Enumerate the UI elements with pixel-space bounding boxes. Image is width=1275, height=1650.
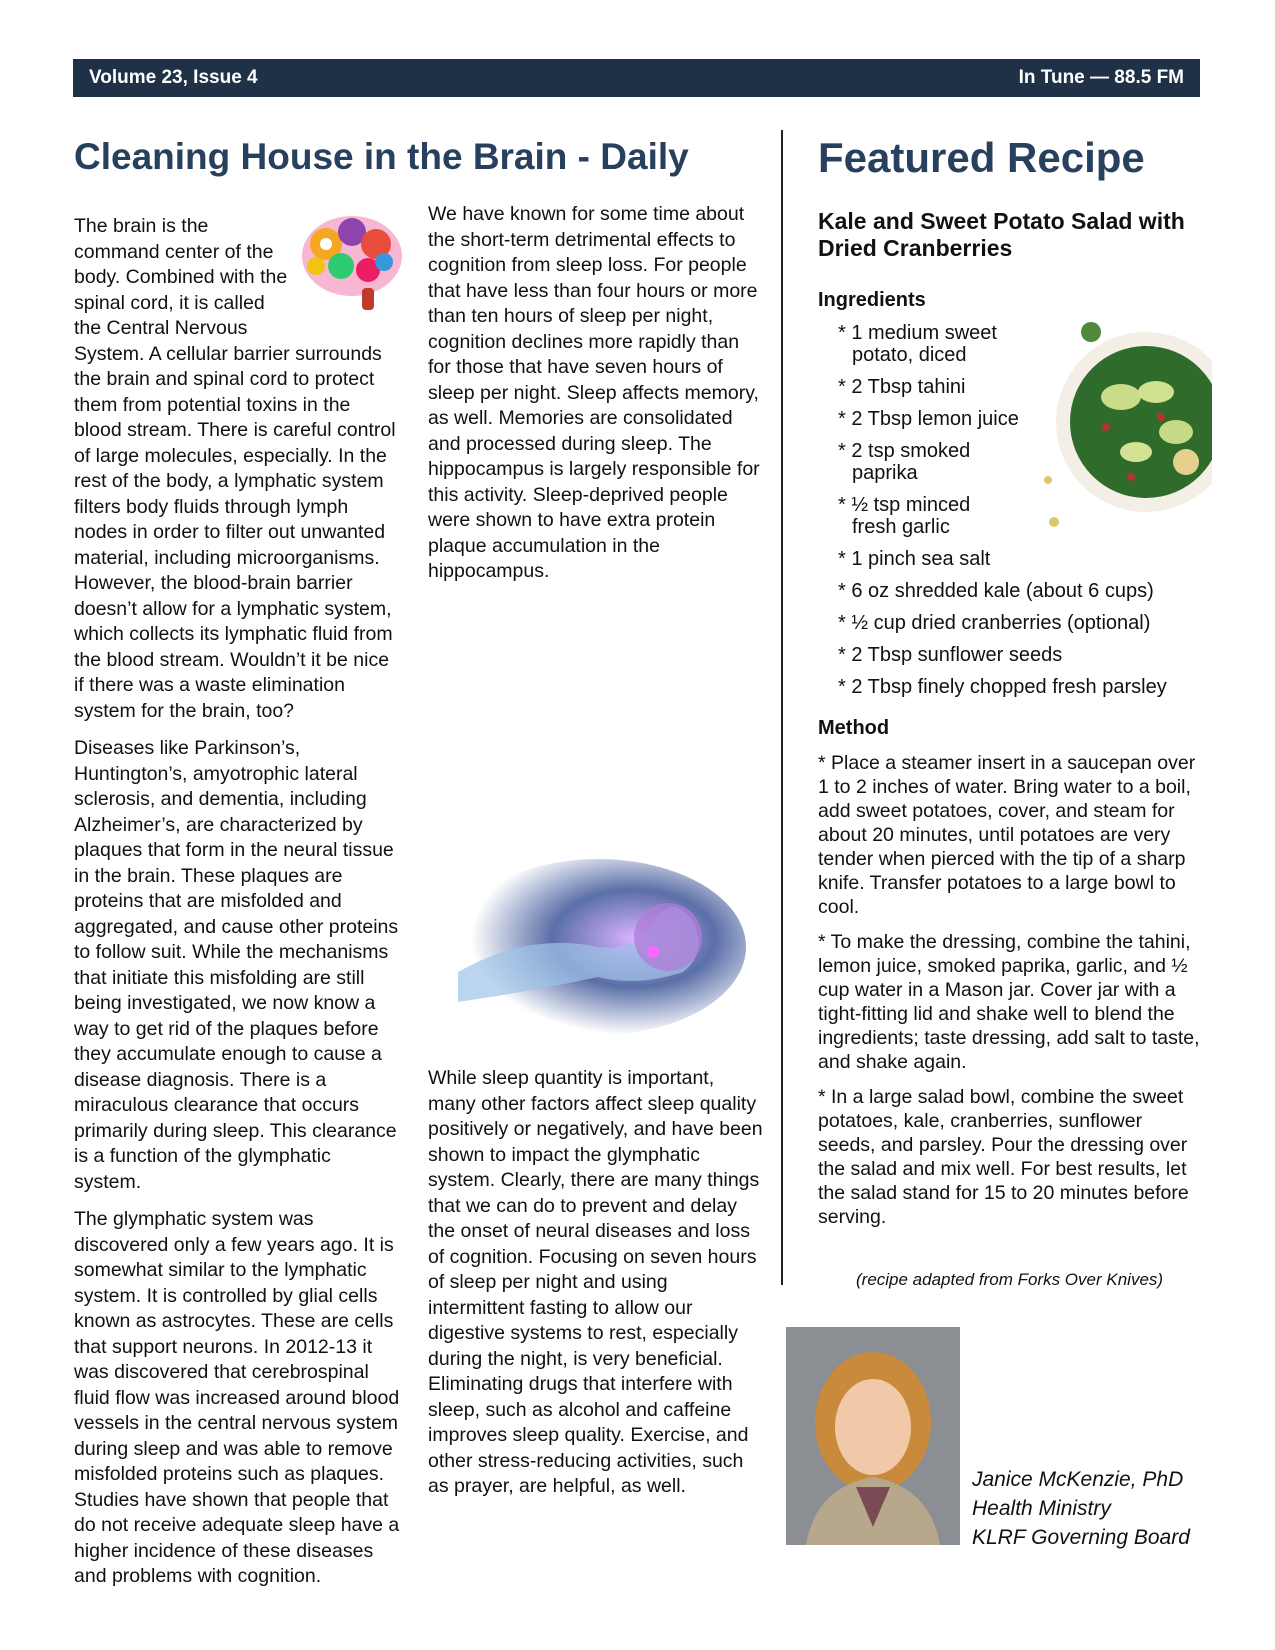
ingredients-heading: Ingredients	[818, 289, 926, 311]
author-name: Janice McKenzie, PhD	[972, 1468, 1184, 1491]
article-paragraph: While sleep quantity is important, many other factors affect sleep quality positively or negatively, and have been shown to impact the glymphatic system. Clearly, there are many things that we can do to prevent and delay the onset of neural diseases and loss of cognition. Focusing on seven hours of sleep per night and using intermittent fasting to allow our digestive systems to rest, especially during the night, is very beneficial. Eliminating drugs that interfere with sleep, such as alcohol and caffeine improves sleep quality. Exercise, and other stress-reducing activities, such as prayer, are helpful, as well.	[428, 1067, 763, 1497]
header-bar	[73, 59, 1200, 97]
author-org: KLRF Governing Board	[972, 1526, 1190, 1549]
ingredient-item: * 2 Tbsp sunflower seeds	[838, 644, 1063, 666]
article-title: Cleaning House in the Brain - Daily	[74, 136, 689, 177]
article-column-1	[74, 214, 400, 1602]
column-divider	[781, 130, 783, 1285]
ingredients-list	[818, 322, 1218, 708]
station-name: In Tune — 88.5 FM	[1018, 67, 1184, 88]
ingredient-item: * ½ tsp minced fresh garlic	[838, 494, 971, 538]
recipe-section-heading: Featured Recipe	[818, 134, 1145, 181]
ingredient-item: * 6 oz shredded kale (about 6 cups)	[838, 580, 1154, 602]
article-column-2	[428, 202, 763, 597]
ingredient-item: * 1 medium sweet potato, diced	[838, 322, 997, 366]
ingredient-item: * 2 tsp smoked paprika	[838, 440, 971, 484]
sleeping-brain-image	[448, 852, 748, 1042]
ingredient-item: * 2 Tbsp tahini	[838, 376, 966, 398]
recipe-title: Kale and Sweet Potato Salad with Dried Cranberries	[818, 208, 1185, 261]
method-step: * To make the dressing, combine the tahini, lemon juice, smoked paprika, garlic, and ½ cup water in a Mason jar. Cover jar with a tight-fitting lid and shake well to blend the ingredients; taste dressing, add salt to taste, and shake again.	[818, 931, 1200, 1073]
article-paragraph: We have known for some time about the short-term detrimental effects to cognition from sleep loss. For people that have less than four hours or more than ten hours of sleep per night, cognition declines more rapidly than for those that have seven hours of sleep per night. Sleep affects memory, as well. Memories are consolidated and processed during sleep. The hippocampus is largely responsible for this activity. Sleep-deprived people were shown to have extra protein plaque accumulation in the hippocampus.	[428, 203, 760, 582]
brain-gears-image	[296, 204, 408, 316]
article-paragraph: Diseases like Parkinson’s, Huntington’s, amyotrophic lateral sclerosis, and dementia, including Alzheimer’s, are characterized by plaques that form in the neural tissue in the brain. These plaques are proteins that are misfolded and aggregated, and cause other proteins to follow suit. While the mechanisms that initiate this misfolding are still being investigated, we now know a way to get rid of the plaques before they accumulate enough to cause a disease diagnosis. There is a miraculous clearance that occurs primarily during sleep. This clearance is a function of the glymphatic system.	[74, 737, 399, 1193]
author-role: Health Ministry	[972, 1497, 1111, 1520]
ingredient-item: * ½ cup dried cranberries (optional)	[838, 612, 1151, 634]
author-photo	[786, 1327, 960, 1545]
article-column-2-continued	[428, 1066, 763, 1512]
author-signature	[972, 1465, 1190, 1552]
recipe-credit: (recipe adapted from Forks Over Knives)	[856, 1270, 1164, 1289]
issue-volume: Volume 23, Issue 4	[89, 67, 258, 88]
method-step: * In a large salad bowl, combine the sweet potatoes, kale, cranberries, sunflower seeds, and parsley. Pour the dressing over the salad and mix well. For best results, let the salad stand for 15 to 20 minutes before serving.	[818, 1086, 1189, 1228]
ingredient-item: * 2 Tbsp lemon juice	[838, 408, 1019, 430]
article-paragraph: The brain is the command center of the body. Combined with the spinal cord, it is called the Central Nervous System. A cellular barrier surrounds the brain and spinal cord to protect them from potential toxins in the blood stream. There is careful control of large molecules, especially. In the rest of the body, a lymphatic system filters body fluids through lymph nodes in order to filter out unwanted material, including microorganisms. However, the blood-brain barrier doesn’t allow for a lymphatic system, which collects its lymphatic fluid from the blood stream. Wouldn’t it be nice if there was a waste elimination system for the brain, too?	[74, 215, 396, 722]
method-heading: Method	[818, 717, 890, 739]
ingredient-item: * 1 pinch sea salt	[838, 548, 991, 570]
article-paragraph: The glymphatic system was discovered only a few years ago. It is somewhat similar to the lymphatic system. It is controlled by glial cells known as astrocytes. These are cells that support neurons. In 2012-13 it was discovered that cerebrospinal fluid flow was increased around blood vessels in the central nervous system during sleep and was able to remove misfolded proteins such as plaques. Studies have shown that people that do not receive adequate sleep have a higher incidence of these diseases and problems with cognition.	[74, 1208, 400, 1587]
method-steps	[818, 751, 1203, 1240]
ingredient-item: * 2 Tbsp finely chopped fresh parsley	[838, 676, 1167, 698]
method-step: * Place a steamer insert in a saucepan over 1 to 2 inches of water. Bring water to a boil, add sweet potatoes, cover, and steam for about 20 minutes, until potatoes are very tender when pierced with the tip of a sharp knife. Transfer potatoes to a large bowl to cool.	[818, 752, 1196, 918]
